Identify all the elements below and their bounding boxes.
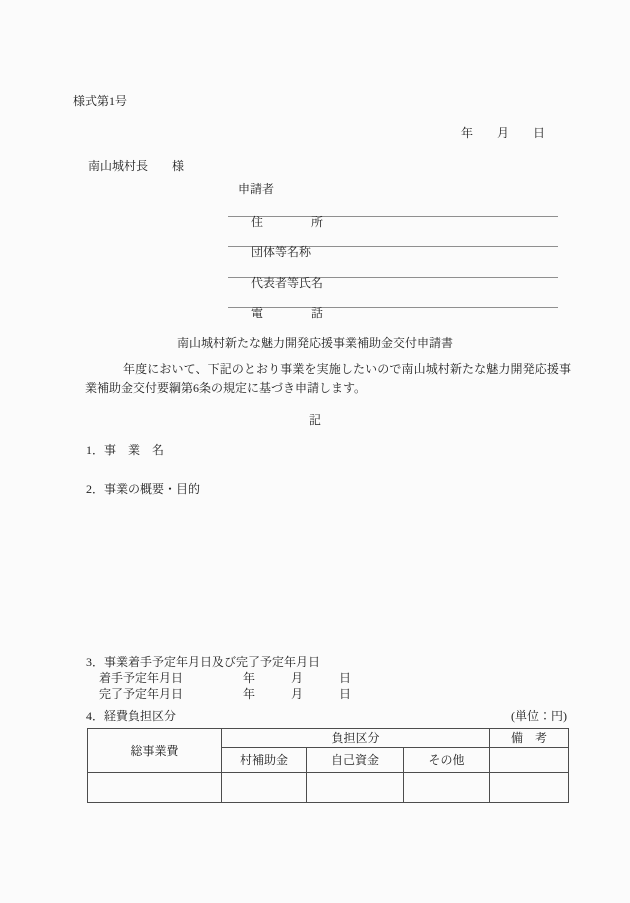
table-row (88, 773, 569, 803)
section-4-header-row (86, 709, 567, 723)
cell-remarks-blank (490, 773, 569, 803)
planned-start-date-line: 着手予定年月日 年 月 日 (99, 671, 352, 685)
record-heading: 記 (308, 413, 321, 427)
cell-self-funding-blank (307, 773, 404, 803)
document-title: 南山城村新たな魅力開発応援事業補助金交付申請書 (176, 336, 453, 350)
field-telephone (228, 292, 558, 320)
form-number-label: 様式第1号 (73, 94, 128, 108)
header-total-project-cost: 総事業費 (88, 729, 222, 773)
application-statement: 年度において、下記のとおり事業を実施したいので南山城村新たな魅力開発応援事業補助金交付要綱第6条の規定に基づき申請します。 (85, 362, 571, 395)
field-telephone-label: 電 話 (251, 306, 324, 320)
header-other-funding: その他 (404, 748, 490, 773)
field-address (228, 201, 558, 229)
field-organization-name-label: 団体等名称 (251, 245, 312, 259)
expense-breakdown-table (87, 728, 569, 803)
header-village-subsidy: 村補助金 (222, 748, 307, 773)
section-3-schedule: 3．事業着手予定年月日及び完了予定年月日 (86, 655, 321, 669)
field-address-label: 住 所 (251, 215, 324, 229)
header-burden-category: 負担区分 (222, 729, 490, 748)
applicant-label: 申請者 (238, 182, 275, 196)
header-self-funding: 自己資金 (307, 748, 404, 773)
cell-other-funding-blank (404, 773, 490, 803)
cell-village-subsidy-blank (222, 773, 307, 803)
unit-yen-note: (単位：円) (511, 709, 567, 723)
addressee-line: 南山城村長 様 (88, 159, 185, 173)
section-4-expense-breakdown: 4．経費負担区分 (86, 709, 177, 723)
section-2-project-summary: 2．事業の概要・目的 (86, 482, 201, 496)
project-summary-blank-area (86, 500, 566, 650)
header-remarks: 備 考 (490, 729, 569, 748)
field-representative-name (228, 262, 558, 290)
cell-total-cost-blank (88, 773, 222, 803)
header-remarks-empty-subcell (490, 748, 569, 773)
field-organization-name (228, 231, 558, 259)
date-blank-line: 年 月 日 (460, 126, 545, 140)
planned-completion-date-line: 完了予定年月日 年 月 日 (99, 687, 352, 701)
field-representative-name-label: 代表者等氏名 (251, 276, 324, 290)
section-1-project-name: 1．事 業 名 (86, 443, 165, 457)
